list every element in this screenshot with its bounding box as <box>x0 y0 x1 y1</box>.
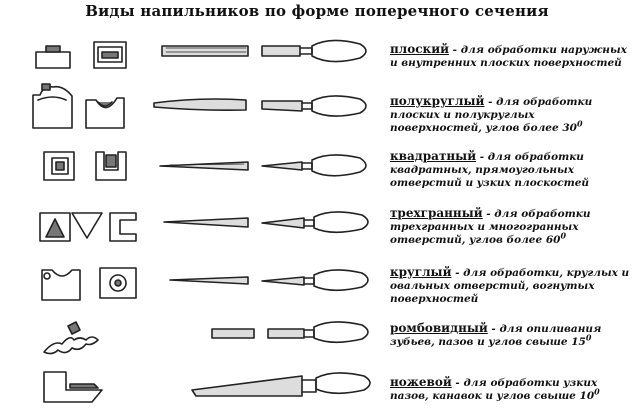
degree-sign: 0 <box>585 332 592 343</box>
square-cross-sections <box>44 152 126 180</box>
file-description: - для обработки плоских и полукруглых поверхностей, углов более 30 <box>390 96 593 134</box>
round-cross-sections <box>42 268 136 300</box>
file-type-half-round <box>390 95 630 135</box>
file-name: полукруглый <box>390 94 485 108</box>
flat-file-with-handle <box>262 40 366 61</box>
file-description: - для обработки узких пазов, канавок и углов свыше 10 <box>390 377 598 402</box>
degree-sign: 0 <box>594 386 600 397</box>
file-type-round <box>390 266 630 306</box>
degree-sign: 0 <box>576 118 583 129</box>
square-file-with-handle <box>262 155 366 176</box>
knife-file-with-handle <box>192 373 370 396</box>
diagram-title: Виды напильников по форме поперечного сечения <box>85 2 549 20</box>
half-round-file-with-handle <box>262 96 366 116</box>
round-file-with-handle <box>262 270 368 290</box>
degree-sign: 0 <box>560 230 567 241</box>
file-name: квадратный <box>390 149 477 163</box>
half-round-file-blade <box>154 99 246 110</box>
file-type-square <box>390 150 630 190</box>
file-description: - для обработки квадратных, прямоугольных отверстий и узких плоскостей <box>390 151 590 189</box>
file-description: - для обработки, круглых и овальных отверстий, вогнутых поверхностей <box>390 267 630 305</box>
file-name: ромбовидный <box>390 321 488 335</box>
triangular-file-blade <box>164 218 248 227</box>
triangular-cross-sections <box>40 213 136 241</box>
file-name: ножевой <box>390 375 452 389</box>
file-description: - для обработки трехгранных и многогранных отверстий, углов более 60 <box>390 208 591 246</box>
file-name: круглый <box>390 265 452 279</box>
file-description: - для обработки наружных и внутренних плоских поверхностей <box>390 44 627 69</box>
flat-file-blade <box>162 46 248 56</box>
flat-cross-sections <box>36 42 126 68</box>
file-name: плоский <box>390 42 450 56</box>
rhombic-cross-section <box>44 322 98 354</box>
file-description: - для опиливания зубьев, пазов и углов свыше 15 <box>390 323 602 348</box>
triangular-file-with-handle <box>262 212 368 232</box>
file-type-rhombic <box>390 322 630 349</box>
rhombic-file-with-handle <box>268 322 368 342</box>
file-type-flat <box>390 43 630 70</box>
rhombic-file-blade <box>212 329 254 338</box>
file-type-triangular <box>390 207 630 247</box>
square-file-blade <box>160 162 248 170</box>
file-name: трехгранный <box>390 206 483 220</box>
round-file-blade <box>170 277 248 284</box>
half-round-cross-sections <box>33 84 124 128</box>
file-type-knife <box>390 376 630 403</box>
knife-cross-section <box>44 372 102 402</box>
